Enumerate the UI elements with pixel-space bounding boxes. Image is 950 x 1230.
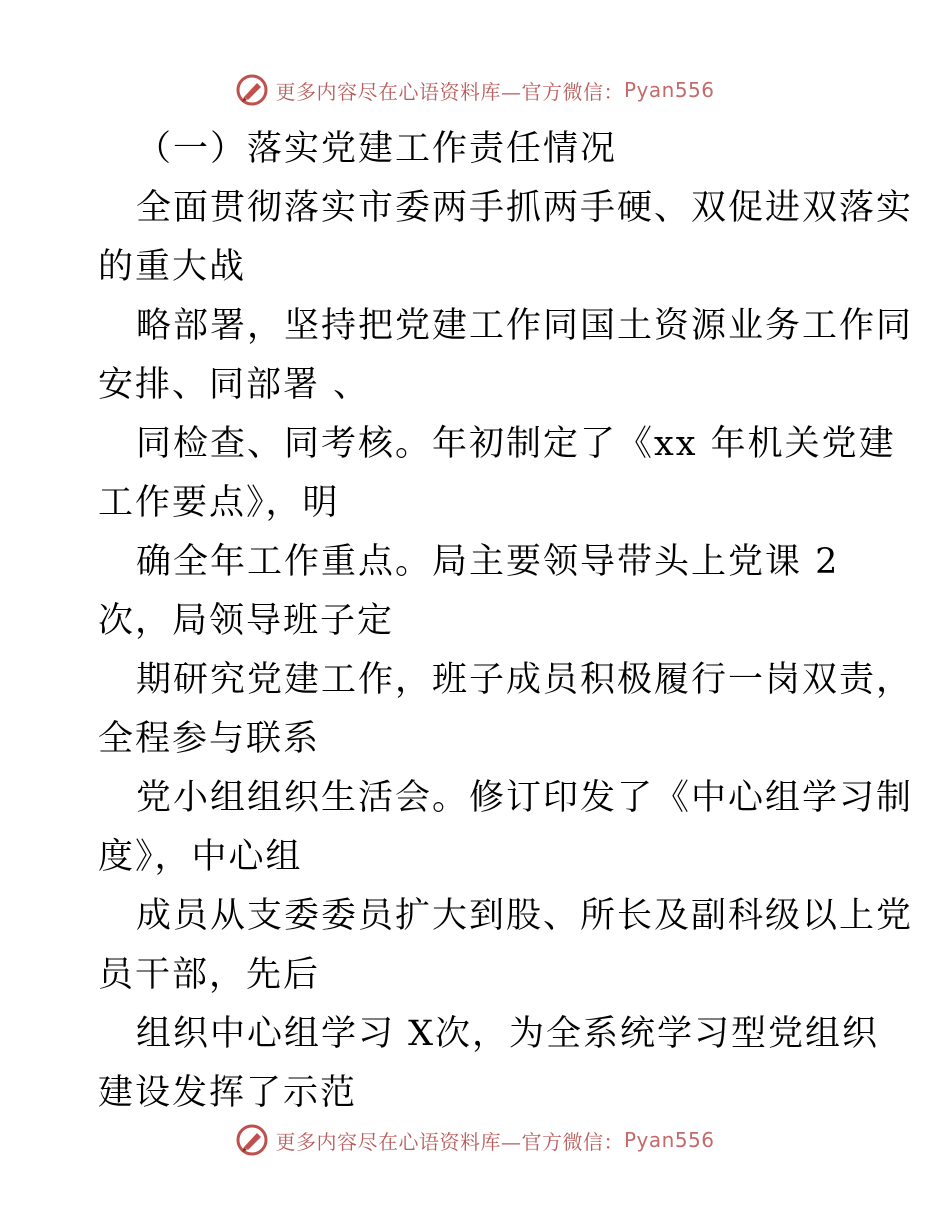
pen-logo-icon — [235, 1123, 269, 1157]
paragraph-line: 次，局领导班子定 — [98, 601, 395, 641]
paragraph-line: 期研究党建工作，班子成员积极履行一岗双责， — [136, 660, 914, 700]
banner-text: 更多内容尽在心语资料库—官方微信： — [275, 1129, 624, 1154]
section-heading: （一）落实党建工作责任情况 — [136, 129, 618, 169]
paragraph-line: 的重大战 — [98, 247, 247, 287]
paragraph-line: 确全年工作重点。局主要领导带头上党课 2 — [136, 542, 840, 582]
paragraph-line: 工作要点》，明 — [98, 483, 340, 523]
paragraph-line: 略部署，坚持把党建工作同国土资源业务工作同 — [136, 306, 914, 346]
paragraph-line: 党小组组织生活会。修订印发了《中心组学习制 — [136, 778, 914, 818]
pen-logo-icon — [235, 73, 269, 107]
paragraph-line: 度》，中心组 — [98, 837, 303, 877]
paragraph-line: 全面贯彻落实市委两手抓两手硬、双促进双落实 — [136, 188, 914, 228]
paragraph-line: 建设发挥了示范 — [98, 1073, 358, 1113]
document-body — [98, 120, 914, 1123]
header-watermark-banner — [0, 70, 950, 110]
banner-wechat-id: Pyan556 — [623, 78, 715, 102]
banner-text: 更多内容尽在心语资料库—官方微信： — [275, 79, 624, 104]
footer-watermark-banner — [0, 1120, 950, 1160]
banner-wechat-id: Pyan556 — [623, 1128, 715, 1152]
paragraph-line: 组织中心组学习 X次，为全系统学习型党组织 — [136, 1014, 880, 1054]
paragraph-line: 同检查、同考核。年初制定了《xx 年机关党建 — [136, 424, 896, 464]
paragraph-line: 全程参与联系 — [98, 719, 321, 759]
paragraph-line: 员干部，先后 — [98, 955, 321, 995]
paragraph-line: 成员从支委委员扩大到股、所长及副科级以上党 — [136, 896, 914, 936]
paragraph-line: 安排、同部署 、 — [98, 365, 371, 405]
